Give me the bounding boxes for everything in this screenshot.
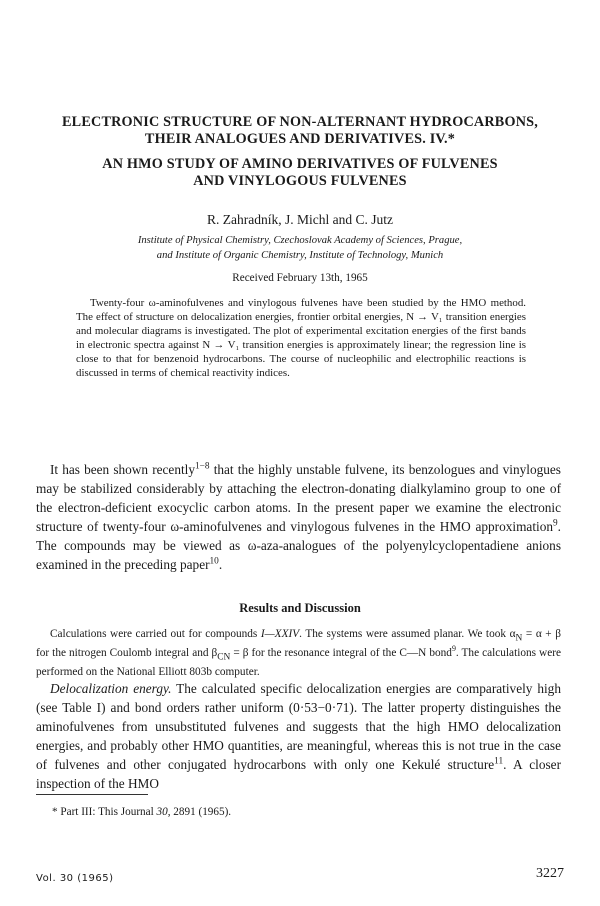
title-line-2: THEIR ANALOGUES AND DERIVATIVES. IV.* bbox=[144, 131, 456, 147]
intro-text-b: that the highly unstable fulvene, its benzologues and vinylogues may be stabilized considerably by attaching the electron-donating dialkylamino group to one of the electron-deficient exocyclic carbon atoms. In the present paper we examine the electronic structure of twenty-four ω-aminofulvenes and vinylogous fulvenes in the HMO approximation bbox=[36, 462, 561, 534]
footnote-text-b: , 2891 (1965). bbox=[167, 806, 232, 818]
page-number: 3227 bbox=[536, 866, 564, 881]
footnote bbox=[52, 806, 231, 818]
footnote-volume: 30 bbox=[156, 806, 168, 818]
deloc-text-b: . A closer inspection of the HMO bbox=[36, 756, 561, 791]
deloc-paragraph bbox=[36, 680, 561, 793]
calc-text-e: . The calculations were performed on the National Elliott 803b computer. bbox=[36, 646, 561, 678]
abstract: Twenty-four ω-aminofulvenes and vinylogous fulvenes have been studied by the HMO method. The effect of structure on delocalization energies, frontier orbital energies, N → V₁ transition energies and molecular diagrams is investigated. The plot of experimental excitation energies of the first bands in electronic spectra against N → V₁ transition energies is approximately linear; the regression line is close to that for benzenoid hydrocarbons. The course of nucleophilic and electrophilic reactions is discussed in terms of chemical reactivity indices. bbox=[76, 297, 526, 380]
calc-compounds: I—XXIV bbox=[260, 628, 300, 640]
calc-text-d: = β for the resonance integral of the C—N bond bbox=[230, 646, 452, 659]
intro-paragraph bbox=[36, 461, 561, 574]
institutions bbox=[60, 233, 540, 263]
authors: R. Zahradník, J. Michl and C. Jutz bbox=[207, 212, 393, 227]
deloc-lead: Delocalization energy. bbox=[50, 681, 172, 696]
intro-text-a: It has been shown recently bbox=[50, 462, 196, 477]
title-line-1: ELECTRONIC STRUCTURE OF NON-ALTERNANT HYDROCARBONS, bbox=[62, 114, 538, 130]
intro-ref-1: 1−8 bbox=[195, 461, 210, 472]
calc-sub-n: N bbox=[515, 633, 523, 644]
institution-2: and Institute of Organic Chemistry, Institute of Technology, Munich bbox=[156, 250, 444, 261]
journal-volume: Vol. 30 (1965) bbox=[36, 873, 114, 884]
calc-text-a: Calculations were carried out for compounds bbox=[50, 628, 261, 640]
calc-ref: 9 bbox=[451, 643, 456, 653]
intro-text-d: . bbox=[218, 556, 223, 572]
intro-ref-2: 9 bbox=[553, 518, 558, 529]
title-line-4: AND VINYLOGOUS FULVENES bbox=[193, 173, 407, 189]
footnote-text-a: * Part III: This Journal bbox=[52, 806, 157, 818]
title-line-3: AN HMO STUDY OF AMINO DERIVATIVES OF FULVENES bbox=[102, 156, 498, 172]
footnote-rule bbox=[36, 794, 148, 795]
deloc-ref: 11 bbox=[494, 756, 504, 767]
section-heading: Results and Discussion bbox=[239, 601, 361, 615]
intro-ref-3: 10 bbox=[209, 556, 219, 567]
received-date: Received February 13th, 1965 bbox=[232, 272, 368, 284]
deloc-text-a: The calculated specific delocalization energies are comparatively high (see Table I) and bond orders rather uniform (0·53−0·71). The latter property distinguishes the aminofulvenes from unsubstituted fulvenes and suggests that the high HMO delocalization energies, and probably other HMO quantities, are meaningful, whereas this is not true in the case of fulvenes and other conjugated hydrocarbons with only one Kekulé structure bbox=[36, 681, 561, 772]
calc-paragraph bbox=[36, 627, 561, 679]
calc-text-c: = α + β for the nitrogen Coulomb integral and β bbox=[36, 628, 561, 659]
institution-1: Institute of Physical Chemistry, Czechoslovak Academy of Sciences, Prague, bbox=[137, 235, 463, 246]
calc-sub-cn: CN bbox=[217, 652, 231, 662]
calc-text-b: . The systems were assumed planar. We took α bbox=[299, 628, 516, 640]
intro-text-c: . The compounds may be viewed as ω-aza-analogues of the polyenylcyclopentadiene anions examined in the preceding paper bbox=[36, 518, 561, 572]
